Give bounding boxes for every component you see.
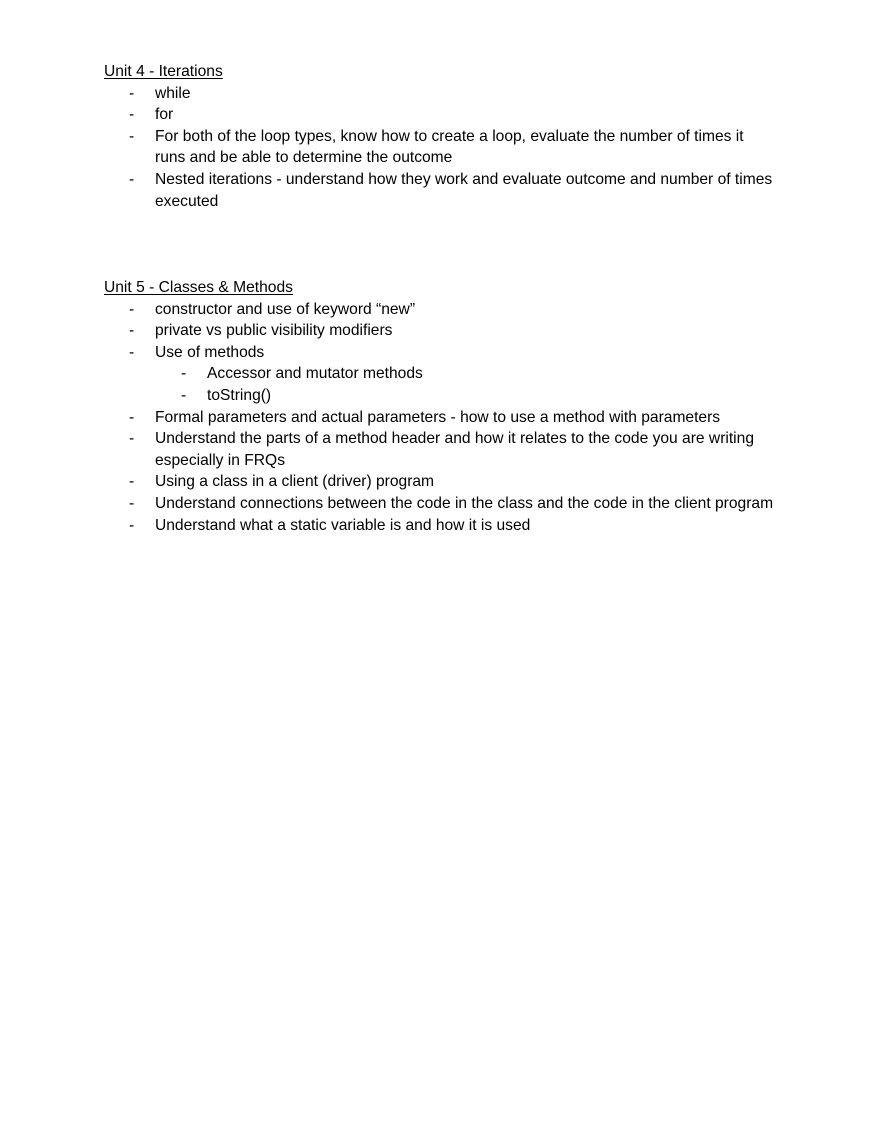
list-item-text: Understand what a static variable is and how it is used [155,516,531,534]
bullet-dash: - [181,386,187,404]
list-item-text: Understand connections between the code in the class and the code in the client program [155,494,774,512]
unit-4-heading: Unit 4 - Iterations [104,63,223,80]
list-item-text: toString() [207,386,272,404]
list-item [104,428,784,471]
bullet-dash: - [181,365,187,383]
list-item-text: while [155,84,191,102]
list-item [104,83,784,105]
list-item [104,126,784,169]
list-item [104,320,784,342]
list-item-text: Use of methods [155,343,265,361]
bullet-dash: - [129,516,135,534]
bullet-dash: - [129,170,135,188]
list-item-text: for [155,106,174,124]
list-item-text: private vs public visibility modifiers [155,322,393,340]
sub-list-item [104,385,784,407]
list-item [104,471,784,493]
bullet-dash: - [129,300,135,318]
list-item-text: For both of the loop types, know how to create a loop, evaluate the number of times it runs and be able to determine the outcome [155,127,744,167]
bullet-dash: - [129,494,135,512]
unit-4-list [104,83,784,213]
list-item-text: Nested iterations - understand how they work and evaluate outcome and number of times executed [155,170,773,210]
unit-4-section [104,61,784,212]
bullet-dash: - [129,106,135,124]
list-item [104,169,784,212]
list-item [104,407,784,429]
unit-5-section [104,277,784,536]
bullet-dash: - [129,127,135,145]
bullet-dash: - [129,408,135,426]
list-item [104,104,784,126]
bullet-dash: - [129,84,135,102]
bullet-dash: - [129,343,135,361]
list-item [104,299,784,321]
unit-5-heading: Unit 5 - Classes & Methods [104,279,293,296]
sub-list-item [104,363,784,385]
list-item-text: constructor and use of keyword “new” [155,300,416,318]
list-item [104,493,784,515]
list-item-text: Understand the parts of a method header and how it relates to the code you are writing especially in FRQs [155,430,754,469]
unit-5-list [104,299,784,537]
list-item [104,342,784,364]
bullet-dash: - [129,322,135,340]
list-item-text: Accessor and mutator methods [207,365,423,383]
bullet-dash: - [129,473,135,491]
list-item [104,515,784,537]
bullet-dash: - [129,430,135,448]
list-item-text: Formal parameters and actual parameters - how to use a method with parameters [155,408,721,426]
list-item-text: Using a class in a client (driver) program [155,473,435,491]
